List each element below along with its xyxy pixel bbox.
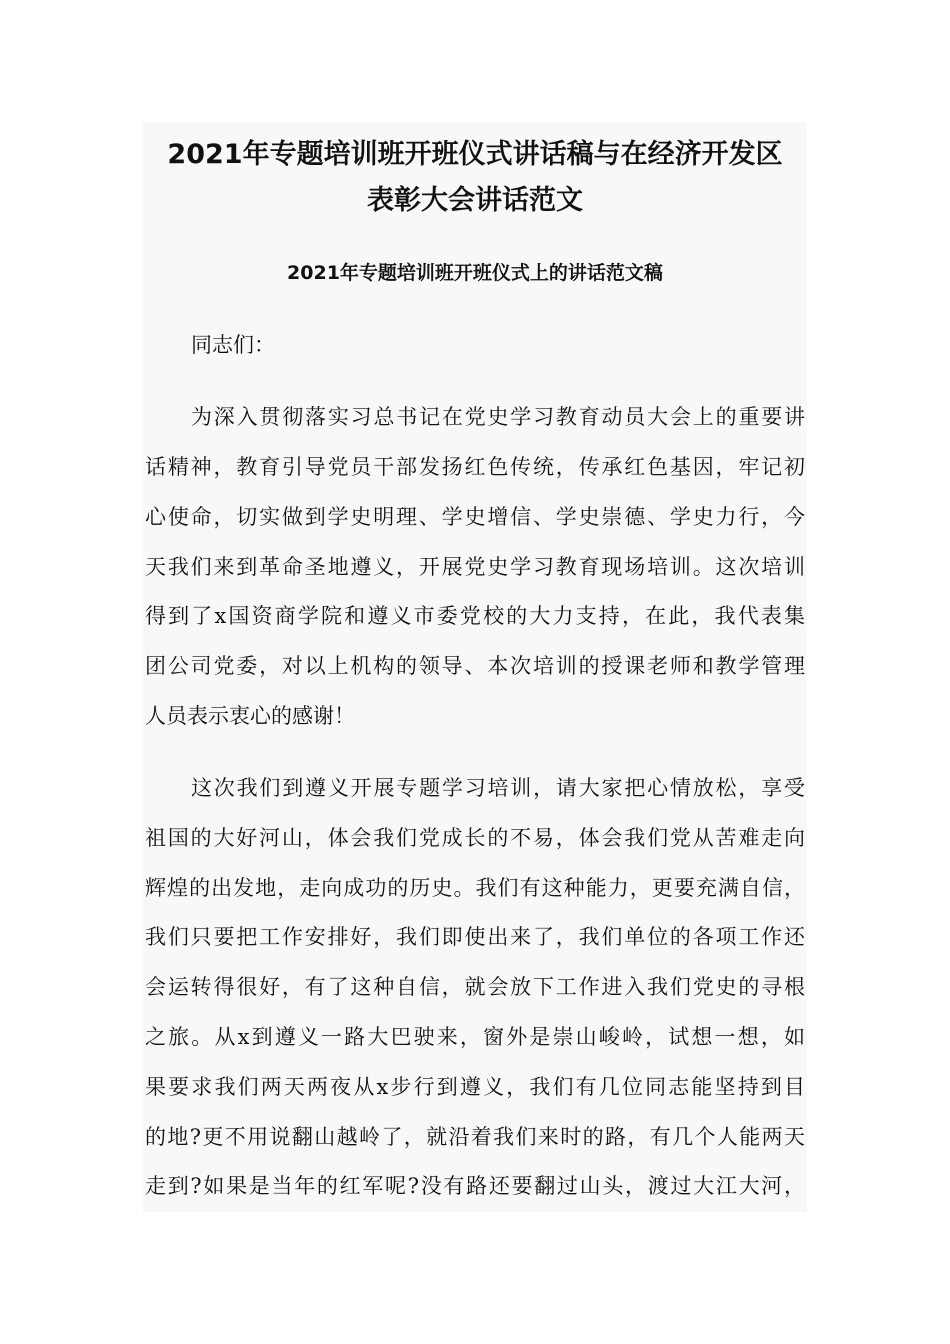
paragraph-2-line: 会运转得很好，有了这种自信，就会放下工作进入我们党史的寻根 [145,975,805,999]
paragraph-1-line: 天我们来到革命圣地遵义，开展党史学习教育现场培训。这次培训 [145,555,805,579]
paragraph-2-line: 果要求我们两天两夜从x步行到遵义，我们有几位同志能坚持到目 [145,1075,805,1099]
paragraph-1-line: 人员表示衷心的感谢！ [145,704,355,728]
paragraph-2-line: 之旅。从x到遵义一路大巴驶来，窗外是崇山峻岭，试想一想，如 [145,1025,805,1049]
paragraph-1-line: 话精神，教育引导党员干部发扬红色传统，传承红色基因，牢记初 [145,455,805,479]
paragraph-2-line: 走到?如果是当年的红军呢?没有路还要翻过山头，渡过大江大河， [145,1174,805,1198]
paragraph-2-line: 这次我们到遵义开展专题学习培训，请大家把心情放松，享受 [191,776,805,800]
paragraph-1-line: 心使命，切实做到学史明理、学史增信、学史崇德、学史力行，今 [145,505,805,529]
document-title-line-2: 表彰大会讲话范文 [367,185,583,216]
paragraph-1-line: 得到了x国资商学院和遵义市委党校的大力支持，在此，我代表集 [145,604,805,628]
salutation: 同志们： [191,333,275,357]
paragraph-1-line: 为深入贯彻落实习总书记在党史学习教育动员大会上的重要讲 [191,405,805,429]
paragraph-2-line: 我们只要把工作安排好，我们即使出来了，我们单位的各项工作还 [145,925,805,949]
paragraph-2-line: 辉煌的出发地，走向成功的历史。我们有这种能力，更要充满自信， [145,876,805,900]
section-subtitle: 2021年专题培训班开班仪式上的讲话范文稿 [287,262,663,284]
paragraph-2-line: 祖国的大好河山，体会我们党成长的不易，体会我们党从苦难走向 [145,826,805,850]
document-title-line-1: 2021年专题培训班开班仪式讲话稿与在经济开发区 [167,139,783,170]
paragraph-2-line: 的地?更不用说翻山越岭了，就沿着我们来时的路，有几个人能两天 [145,1125,805,1149]
paragraph-1-line: 团公司党委，对以上机构的领导、本次培训的授课老师和教学管理 [145,654,805,678]
